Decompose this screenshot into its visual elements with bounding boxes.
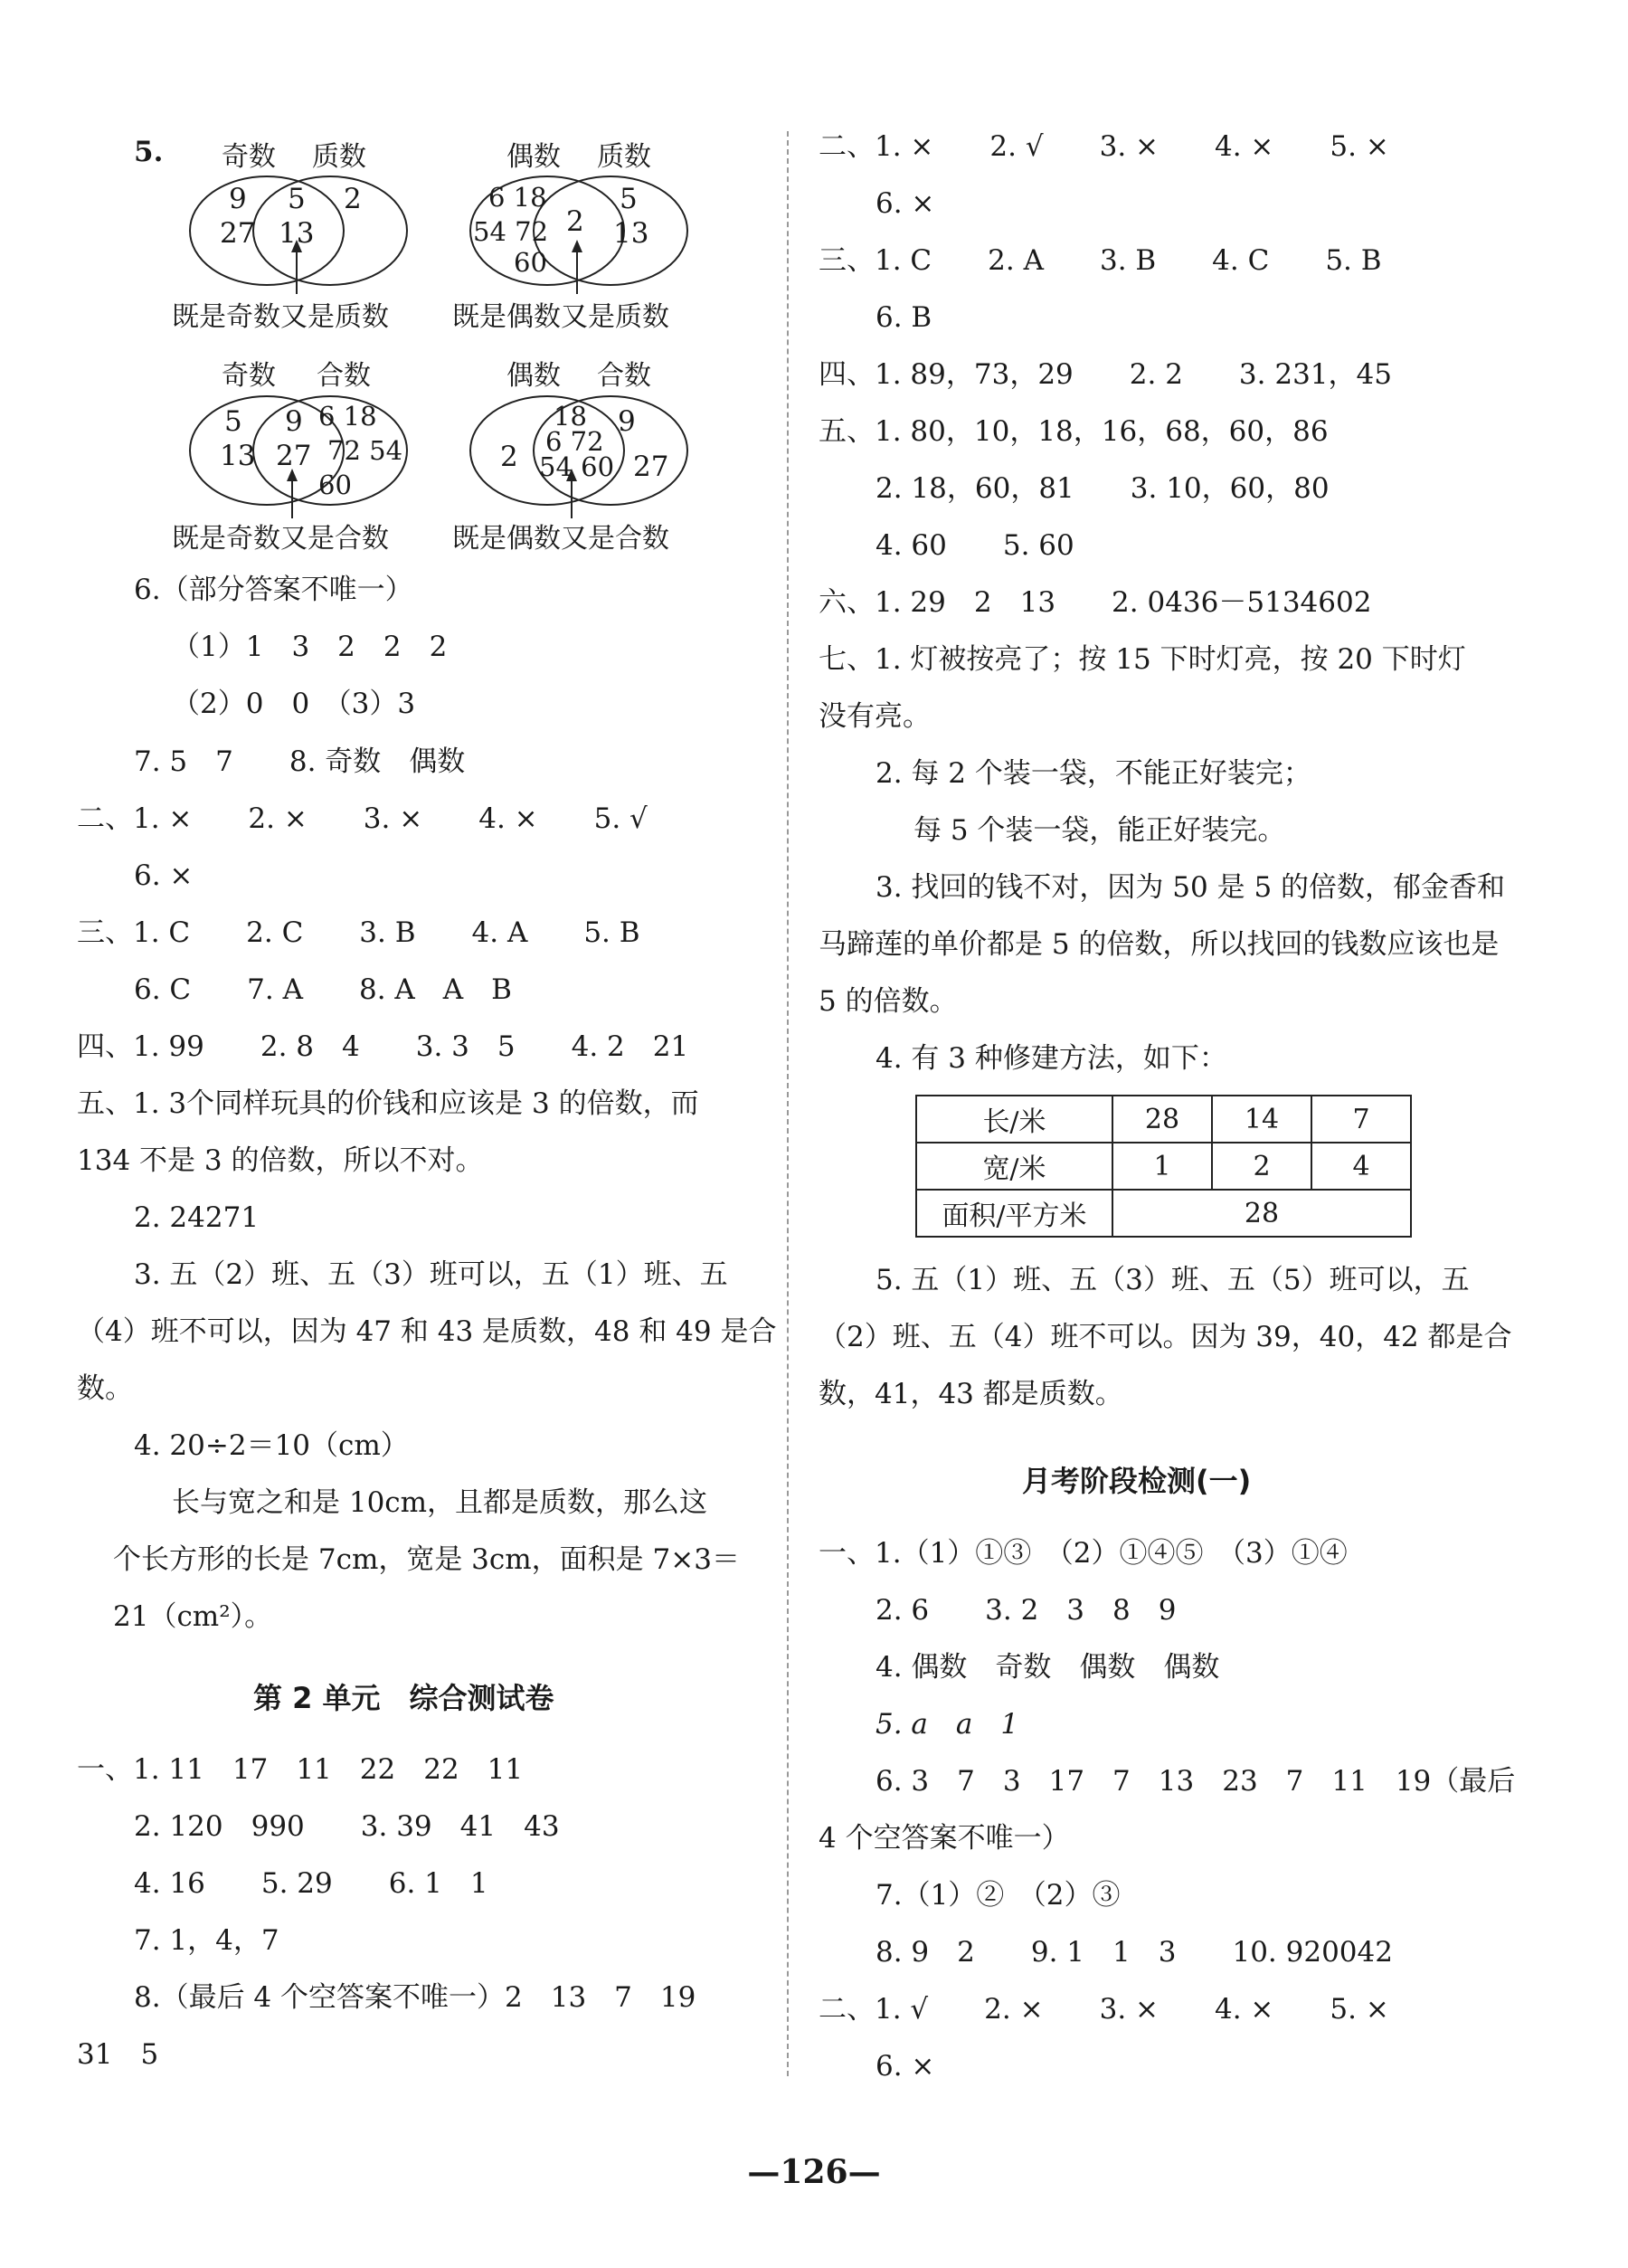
venn4-label-right: 合数: [597, 360, 651, 392]
right-line2-9: 6. ×: [876, 2050, 935, 2083]
right-line2-0: 一、1.（1）①③ （2）①④⑤ （3）①④: [819, 1537, 1348, 1570]
venn1-mid-2: 13: [279, 217, 315, 250]
table-row-head: 宽/米: [916, 1143, 1112, 1190]
right-line-after-1: （2）班、五（4）班不可以。因为 39，40，42 都是合: [819, 1321, 1512, 1353]
right-line2-3: 5. a a 1: [876, 1708, 1019, 1741]
venn3-mid-2: 27: [276, 440, 312, 472]
table-row: [916, 1096, 1411, 1143]
venn1-right-1: 2: [344, 183, 362, 215]
right-line-8: 六、1. 29 2 13 2. 0436－5134602: [819, 586, 1372, 619]
left-line-2: （2）0 0 （3）3: [172, 688, 416, 720]
column-divider: [787, 131, 789, 2076]
table-cell: 28: [1112, 1096, 1212, 1143]
page-number: —126—: [747, 2153, 881, 2191]
venn3-mid-1: 9: [285, 405, 303, 438]
right-line-2: 三、1. C 2. A 3. B 4. C 5. B: [819, 244, 1382, 277]
left-line-9: 五、1. 3个同样玩具的价钱和应该是 3 的倍数，而: [77, 1087, 699, 1120]
venn3-right-3: 60: [318, 470, 352, 500]
right-line-4: 四、1. 89，73，29 2. 2 3. 231，45: [819, 358, 1392, 391]
table-row: [916, 1143, 1411, 1190]
section-title-unit2: 第 2 单元 综合测试卷: [253, 1681, 554, 1715]
venn2-label-left: 偶数: [506, 141, 561, 173]
table-cell: 2: [1212, 1143, 1311, 1190]
venn3-label-left: 奇数: [222, 360, 276, 392]
left-line-17: 个长方形的长是 7cm，宽是 3cm，面积是 7×3＝: [113, 1543, 740, 1576]
venn2-right-2: 13: [613, 217, 649, 250]
table-cell: 1: [1112, 1143, 1212, 1190]
right-line-10: 没有亮。: [819, 700, 931, 733]
right-line-5: 五、1. 80，10，18，16，68，60，86: [819, 415, 1329, 448]
right-line2-8: 二、1. √ 2. × 3. × 4. × 5. ×: [819, 1993, 1389, 2026]
right-line-6: 2. 18，60，81 3. 10，60，80: [876, 472, 1330, 505]
venn2-right-1: 5: [620, 183, 638, 215]
venn-question-number: 5.: [134, 136, 164, 168]
table-row-head: 长/米: [916, 1096, 1112, 1143]
venn4-mid-2: 6 72: [545, 426, 604, 457]
venn3-right-2: 72 54: [327, 435, 403, 466]
venn3-label-right: 合数: [317, 360, 371, 392]
left-line-1: （1）1 3 2 2 2: [172, 631, 448, 663]
left-line2-3: 7. 1，4，7: [134, 1924, 279, 1957]
venn1-caption: 既是奇数又是质数: [172, 301, 389, 333]
venn2-left-3: 60: [514, 247, 547, 278]
venn1-mid-1: 5: [288, 183, 306, 215]
left-line2-5: 31 5: [77, 2038, 159, 2071]
left-line-5: 6. ×: [134, 859, 194, 892]
venn1-label-left: 奇数: [222, 141, 276, 173]
venn2-caption: 既是偶数又是质数: [452, 301, 669, 333]
left-line-10: 134 不是 3 的倍数，所以不对。: [77, 1144, 484, 1177]
left-line2-2: 4. 16 5. 29 6. 1 1: [134, 1867, 488, 1900]
right-line-16: 4. 有 3 种修建方法，如下：: [876, 1042, 1227, 1075]
right-line-7: 4. 60 5. 60: [876, 529, 1074, 562]
right-line2-1: 2. 6 3. 2 3 8 9: [876, 1594, 1177, 1627]
venn1-left-1: 9: [229, 183, 247, 215]
right-line2-7: 8. 9 2 9. 1 1 3 10. 920042: [876, 1936, 1393, 1969]
table-cell: 28: [1112, 1190, 1411, 1237]
left-line-3: 7. 5 7 8. 奇数 偶数: [134, 745, 466, 778]
venn4-right-1: 9: [618, 405, 636, 438]
venn3-right-1: 6 18: [318, 401, 377, 432]
dimensions-table: [915, 1095, 1412, 1238]
left-line-6: 三、1. C 2. C 3. B 4. A 5. B: [77, 916, 640, 949]
left-line-18: 21（cm²）。: [113, 1600, 273, 1633]
right-line-15: 5 的倍数。: [819, 985, 958, 1018]
venn2-label-right: 质数: [597, 141, 651, 173]
venn4-left-1: 2: [500, 441, 518, 473]
left-line-15: 4. 20÷2＝10（cm）: [134, 1429, 409, 1462]
venn4-right-2: 27: [633, 451, 669, 483]
venn2-left-1: 6 18: [488, 182, 547, 213]
table-cell: 14: [1212, 1096, 1311, 1143]
right-line2-4: 6. 3 7 3 17 7 13 23 7 11 19（最后: [876, 1765, 1516, 1798]
section-title-monthly-test: 月考阶段检测(一): [1022, 1464, 1252, 1498]
left-line-12: 3. 五（2）班、五（3）班可以，五（1）班、五: [134, 1258, 728, 1291]
table-cell: 4: [1311, 1143, 1411, 1190]
right-line2-5: 4 个空答案不唯一）: [819, 1822, 1070, 1855]
right-line-0: 二、1. × 2. √ 3. × 4. × 5. ×: [819, 130, 1389, 163]
left-line-8: 四、1. 99 2. 8 4 3. 3 5 4. 2 21: [77, 1030, 689, 1063]
venn4-mid-1: 18: [554, 401, 587, 432]
venn3-left-1: 5: [224, 405, 242, 438]
right-line-14: 马蹄莲的单价都是 5 的倍数，所以找回的钱数应该也是: [819, 928, 1500, 961]
venn3-left-2: 13: [220, 440, 256, 472]
right-line-1: 6. ×: [876, 187, 935, 220]
left-line-16: 长与宽之和是 10cm，且都是质数，那么这: [172, 1486, 708, 1519]
venn4-mid-3: 54 60: [539, 451, 615, 482]
left-line-13: （4）班不可以，因为 47 和 43 是质数，48 和 49 是合: [77, 1315, 777, 1348]
venn2-mid-1: 2: [566, 205, 584, 238]
right-line-13: 3. 找回的钱不对，因为 50 是 5 的倍数，郁金香和: [876, 871, 1506, 904]
venn4-label-left: 偶数: [506, 360, 561, 392]
venn1-label-right: 质数: [312, 141, 366, 173]
right-line2-2: 4. 偶数 奇数 偶数 偶数: [876, 1651, 1220, 1684]
left-line-7: 6. C 7. A 8. A A B: [134, 973, 512, 1006]
table-cell: 7: [1311, 1096, 1411, 1143]
venn2-left-2: 54 72: [473, 216, 549, 247]
venn4-caption: 既是偶数又是合数: [452, 523, 669, 555]
right-line-after-2: 数，41，43 都是质数。: [819, 1378, 1123, 1410]
right-line-after-0: 5. 五（1）班、五（3）班、五（5）班可以，五: [876, 1264, 1470, 1296]
venn3-caption: 既是奇数又是合数: [172, 523, 389, 555]
left-line-0: 6.（部分答案不唯一）: [134, 574, 413, 606]
right-line-9: 七、1. 灯被按亮了；按 15 下时灯亮，按 20 下时灯: [819, 643, 1466, 676]
right-line-3: 6. B: [876, 301, 932, 334]
left-line-14: 数。: [77, 1372, 133, 1405]
venn1-left-2: 27: [220, 217, 256, 250]
right-line-12: 每 5 个装一袋，能正好装完。: [913, 814, 1286, 847]
left-line2-1: 2. 120 990 3. 39 41 43: [134, 1810, 560, 1843]
left-line2-4: 8.（最后 4 个空答案不唯一）2 13 7 19: [134, 1981, 696, 2014]
left-line-4: 二、1. × 2. × 3. × 4. × 5. √: [77, 802, 648, 835]
table-row-head: 面积/平方米: [916, 1190, 1112, 1237]
left-line2-0: 一、1. 11 17 11 22 22 11: [77, 1753, 524, 1786]
table-row: [916, 1190, 1411, 1237]
right-line-11: 2. 每 2 个装一袋，不能正好装完；: [876, 757, 1311, 790]
left-line-11: 2. 24271: [134, 1201, 260, 1234]
right-line2-6: 7.（1）② （2）③: [876, 1879, 1121, 1912]
